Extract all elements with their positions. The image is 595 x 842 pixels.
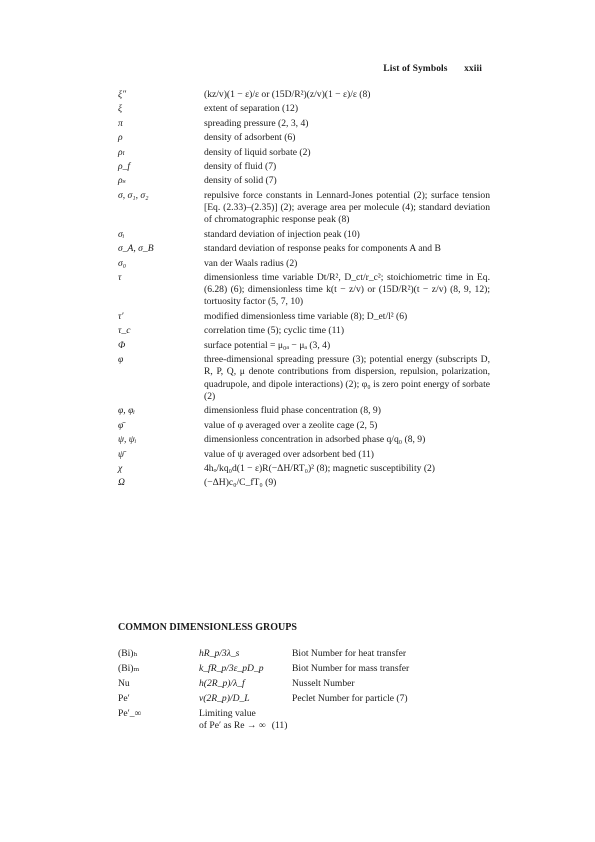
section-heading: COMMON DIMENSIONLESS GROUPS: [118, 622, 297, 633]
symbol-definition: standard deviation of response peaks for components A and B: [204, 243, 441, 255]
symbol: σ₀: [118, 257, 127, 269]
symbol: ψ̄: [118, 448, 124, 460]
group-row: [118, 708, 458, 720]
symbol: ρₛ: [118, 175, 126, 187]
group-row: [118, 693, 458, 705]
symbol-row: [118, 354, 490, 403]
symbol: ρ_f: [118, 160, 131, 172]
symbol: φ̄: [118, 419, 124, 431]
symbol-definition: (−ΔH)c₀/C_fT₀ (9): [204, 477, 277, 489]
symbol-row: [118, 272, 490, 309]
group-row: [118, 663, 458, 675]
symbol-definition: dimensionless concentration in adsorbed phase q/q₀ (8, 9): [204, 434, 426, 446]
symbol-definition: dimensionless fluid phase concentration (8, 9): [204, 405, 381, 417]
symbol-definition: density of liquid sorbate (2): [204, 146, 311, 158]
symbol-row: [118, 229, 490, 241]
symbol-row: [118, 147, 490, 159]
symbol-row: [118, 258, 490, 270]
symbol: ξ: [118, 103, 123, 115]
symbol-row: [118, 103, 490, 115]
symbol: σ_A, σ_B: [118, 243, 154, 255]
group-symbol: Pe′: [118, 692, 130, 704]
symbol-definition: density of adsorbent (6): [204, 132, 296, 144]
symbol-row: [118, 434, 490, 446]
group-description: Peclet Number for particle (7): [292, 692, 408, 704]
symbol: Φ: [118, 339, 126, 351]
symbol: τ′: [118, 310, 124, 322]
dimensionless-groups-table: [118, 648, 458, 735]
group-symbol: (Bi)ₘ: [118, 662, 140, 674]
symbol: ρ: [118, 132, 123, 144]
symbol-row: [118, 118, 490, 130]
page-header: [383, 64, 482, 74]
group-description: Biot Number for mass transfer: [292, 662, 410, 674]
symbol-definition: spreading pressure (2, 3, 4): [204, 117, 309, 129]
symbol-row: [118, 340, 490, 352]
symbol-definition: dimensionless time variable Dt/R², D_ct/r_c²; stoichiometric time in Eq. (6.28) (6); dimensionless time k(t − z/v) or (15D/R²)(t − z/v) (8, 9, 12); tortuosity factor (5, 7, 10): [204, 271, 490, 308]
running-title: List of Symbols: [383, 64, 448, 74]
symbol-definition: standard deviation of injection peak (10): [204, 228, 360, 240]
symbol-list: [118, 89, 490, 492]
symbol: ξ″: [118, 89, 127, 100]
group-symbol: Pe′_∞: [118, 707, 142, 719]
symbol-row: [118, 325, 490, 337]
symbol-row: [118, 405, 490, 417]
group-expression-continued: of Pe′ as Re → ∞: [199, 719, 266, 731]
group-row: [118, 678, 458, 690]
symbol: σ, σ₁, σ₂: [118, 189, 149, 201]
symbol-definition: 4hₒ/kq₀d(1 − ε)R(−ΔH/RT₀)² (8); magnetic susceptibility (2): [204, 462, 436, 474]
symbol-definition: modified dimensionless time variable (8); D_et/l² (6): [204, 310, 408, 322]
symbol-row: [118, 161, 490, 173]
group-row-continuation: [118, 720, 458, 732]
group-symbol: Nu: [118, 677, 130, 689]
symbol: σᵢ: [118, 228, 125, 240]
symbol: χ: [118, 462, 123, 474]
group-symbol: (Bi)ₕ: [118, 648, 138, 659]
symbol-row: [118, 477, 490, 489]
group-row: [118, 648, 458, 660]
group-expression: v(2R_p)/D_L: [199, 692, 250, 704]
symbol-definition: surface potential = μ₀ₐ − μₐ (3, 4): [204, 339, 331, 351]
symbol: ψ, ψᵢ: [118, 434, 137, 446]
symbol-row: [118, 175, 490, 187]
symbol-row: [118, 449, 490, 461]
symbol-definition: value of φ averaged over a zeolite cage (2, 5): [204, 419, 378, 431]
page-number: xxiii: [464, 64, 482, 74]
symbol-definition: repulsive force constants in Lennard-Jones potential (2); surface tension [Eq. (2.33)–(2.35)] (2); average area per molecule (4); standard deviation of chromatographic response peak (8): [204, 189, 490, 226]
symbol-row: [118, 311, 490, 323]
symbol: Ω: [118, 477, 125, 489]
symbol-definition: value of ψ averaged over adsorbent bed (11): [204, 448, 375, 460]
symbol-definition: (kz/v)(1 − ε)/ε or (15D/R²)(z/v)(1 − ε)/ε (8): [204, 89, 371, 100]
symbol-row: [118, 420, 490, 432]
symbol-definition: density of fluid (7): [204, 160, 277, 172]
symbol: ρₗ: [118, 146, 125, 158]
group-expression: k_fR_p/3ε_pD_p: [199, 662, 264, 674]
symbol-definition: correlation time (5); cyclic time (11): [204, 325, 345, 337]
symbol: φ, φᵢ: [118, 405, 135, 417]
symbol-row: [118, 132, 490, 144]
symbol-definition: density of solid (7): [204, 175, 277, 187]
symbol-definition: van der Waals radius (2): [204, 257, 298, 269]
symbol: τ_c: [118, 325, 131, 337]
symbol-row: [118, 190, 490, 227]
symbol: φ: [118, 354, 124, 366]
symbol-definition: extent of separation (12): [204, 103, 299, 115]
symbol-row: [118, 463, 490, 475]
symbol-row: [118, 89, 490, 101]
group-description: Biot Number for heat transfer: [292, 648, 407, 659]
group-expression: Limiting value: [199, 707, 256, 719]
group-description: (11): [271, 719, 288, 731]
group-description: Nusselt Number: [292, 677, 355, 689]
group-expression: h(2R_p)/λ_f: [199, 677, 245, 689]
symbol-row: [118, 243, 490, 255]
symbol: τ: [118, 271, 122, 283]
symbol-definition: three-dimensional spreading pressure (3); potential energy (subscripts D, R, P, Q, μ denote contributions from dispersion, repulsion, polarization, quadrupole, and dipole interactions) (2); φ₀ is zero point energy of sorbate (2): [204, 354, 490, 402]
symbol: π: [118, 117, 123, 129]
group-expression: hR_p/3λ_s: [199, 648, 240, 659]
